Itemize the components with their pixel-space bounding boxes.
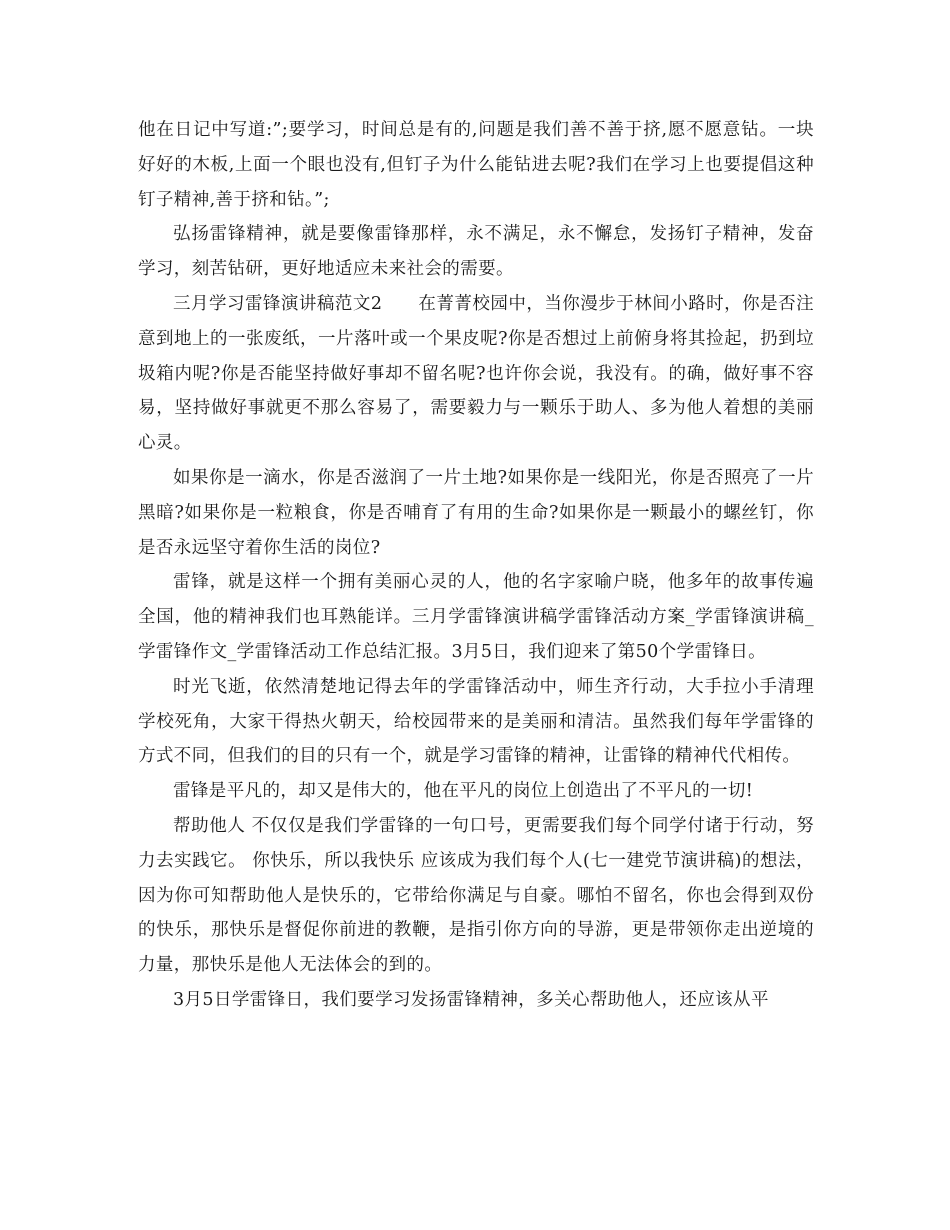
paragraph-8: 帮助他人 不仅仅是我们学雷锋的一句口号，更需要我们每个同学付诸于行动，努力去实践它。 你快乐，所以我快乐 应该成为我们每个人(七一建党节演讲稿)的想法，因为你可知帮助他人是快乐的，它带给你满足与自豪。哪怕不留名，你也会得到双份的快乐，那快乐是督促你前进的教鞭，是指引你方向的导游，更是带领你走出逆境的力量，那快乐是他人无法体会的到的。 [138, 815, 814, 976]
paragraph-3: 三月学习雷锋演讲稿范文2 在菁菁校园中，当你漫步于林间小路时，你是否注意到地上的一张废纸，一片落叶或一个果皮呢?你是否想过上前俯身将其捡起，扔到垃圾箱内呢?你是否能坚持做好事却不留名呢?也许你会说，我没有。的确，做好事不容易，坚持做好事就更不那么容易了，需要毅力与一颗乐于助人、多为他人着想的美丽心灵。 [138, 293, 814, 454]
paragraph-1: 他在日记中写道:”;要学习，时间总是有的,问题是我们善不善于挤,愿不愿意钻。一块好好的木板,上面一个眼也没有,但钉子为什么能钻进去呢?我们在学习上也要提倡这种钉子精神,善于挤和钻。”; [138, 120, 814, 210]
paragraph-7: 雷锋是平凡的，却又是伟大的，他在平凡的岗位上创造出了不平凡的一切! [173, 781, 754, 802]
paragraph-4: 如果你是一滴水，你是否滋润了一片土地?如果你是一线阳光，你是否照亮了一片黑暗?如果你是一粒粮食，你是否哺育了有用的生命?如果你是一颗最小的螺丝钉，你是否永远坚守着你生活的岗位? [138, 467, 814, 558]
paragraph-5: 雷锋，就是这样一个拥有美丽心灵的人，他的名字家喻户晓，他多年的故事传遍全国，他的精神我们也耳熟能详。三月学雷锋演讲稿学雷锋活动方案_学雷锋演讲稿_学雷锋作文_学雷锋活动工作总结汇报。3月5日，我们迎来了第50个学雷锋日。 [138, 572, 814, 662]
document-body [138, 113, 814, 1018]
paragraph-9: 3月5日学雷锋日，我们要学习发扬雷锋精神，多关心帮助他人，还应该从平 [173, 989, 769, 1010]
paragraph-6: 时光飞逝，依然清楚地记得去年的学雷锋活动中，师生齐行动，大手拉小手清理学校死角，大家干得热火朝天，给校园带来的是美丽和清洁。虽然我们每年学雷锋的方式不同，但我们的目的只有一个，就是学习雷锋的精神，让雷锋的精神代代相传。 [138, 676, 814, 767]
paragraph-2: 弘扬雷锋精神，就是要像雷锋那样，永不满足，永不懈怠，发扬钉子精神，发奋学习，刻苦钻研，更好地适应未来社会的需要。 [138, 224, 814, 280]
